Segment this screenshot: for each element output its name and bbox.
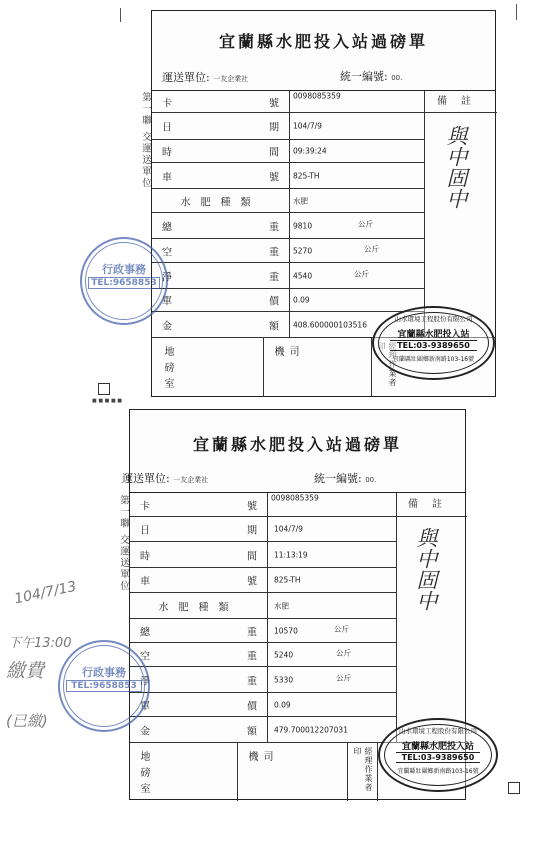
row-card-number: 卡 號 0098085359 bbox=[152, 91, 424, 113]
weigh-station-label: 地磅室 bbox=[162, 346, 173, 394]
price-value: 0.09 bbox=[293, 295, 310, 305]
time-value: 11:13:19 bbox=[274, 550, 308, 559]
shipper-label: 運送單位: 一友企業社 bbox=[162, 71, 249, 84]
unified-number-value: 00. bbox=[391, 74, 403, 82]
row-plate: 車 號 825-TH bbox=[130, 568, 396, 593]
type-value: 水肥 bbox=[274, 601, 289, 610]
driver-cell bbox=[238, 743, 348, 801]
row-net: 淨 重 5330 公斤 bbox=[130, 667, 396, 693]
gross-unit: 公斤 bbox=[358, 219, 373, 229]
weigh-station-cell bbox=[152, 338, 264, 396]
tare-unit: 公斤 bbox=[336, 648, 351, 658]
scan-corner-mark-1 bbox=[98, 383, 110, 395]
gross-unit: 公斤 bbox=[334, 624, 349, 634]
card-number-value: 0098085359 bbox=[293, 91, 341, 101]
row-amount: 金 額 479.700012207031 bbox=[130, 717, 396, 743]
scan-corner-mark-2 bbox=[508, 782, 520, 794]
unified-number-label: 統一編號: 00. bbox=[340, 70, 403, 83]
remarks-header: 備註 bbox=[397, 493, 467, 517]
blue-round-stamp-1: 行政事務 TEL:9658853 bbox=[80, 237, 168, 325]
net-value: 4540 bbox=[293, 271, 313, 280]
row-plate: 車 號 825-TH bbox=[152, 163, 424, 189]
unified-number-label: 統一編號: 00. bbox=[314, 472, 377, 485]
card-number-value: 0098085359 bbox=[271, 493, 319, 503]
row-tare: 空 重 5240 公斤 bbox=[130, 643, 396, 667]
row-card-number: 卡 號 0098085359 bbox=[130, 493, 396, 517]
row-price: 單 價 0.09 bbox=[130, 693, 396, 717]
ticket-title: 宜蘭縣水肥投入站過磅單 bbox=[218, 32, 428, 51]
margin-note-date: 104/7/13 bbox=[13, 578, 78, 608]
remarks-header: 備註 bbox=[425, 91, 497, 113]
row-type: 水肥種類 水肥 bbox=[130, 593, 396, 619]
row-tare: 空 重 5270 公斤 bbox=[152, 239, 424, 263]
net-unit: 公斤 bbox=[354, 269, 369, 279]
gross-value: 9810 bbox=[293, 221, 313, 230]
tare-value: 5270 bbox=[293, 246, 313, 255]
plate-value: 825-TH bbox=[274, 575, 301, 585]
price-value: 0.09 bbox=[274, 700, 291, 709]
copy-label-1: 第一聯 交運送單位 bbox=[140, 92, 151, 190]
weigh-station-cell bbox=[130, 743, 238, 801]
date-value: 104/7/9 bbox=[274, 524, 303, 534]
scan-mark-1: ■ ■ ■ ■ ■ bbox=[92, 398, 122, 404]
margin-note-time: 下午13:00 bbox=[8, 636, 72, 651]
shipper-label: 運送單位: 一友企業社 bbox=[122, 472, 209, 485]
station-oval-stamp-1: 山水環境工程股份有限公司 宜蘭縣水肥投入站 TEL:03-9389650 宜蘭縣壯圍鄉新南路103-16號 bbox=[372, 306, 495, 380]
amount-value: 408.600000103516 bbox=[293, 320, 367, 329]
gross-value: 10570 bbox=[274, 626, 298, 635]
ticket-title: 宜蘭縣水肥投入站過磅單 bbox=[192, 435, 402, 454]
net-unit: 公斤 bbox=[336, 673, 351, 683]
row-date: 日 期 104/7/9 bbox=[152, 113, 424, 140]
row-amount: 金 額 408.600000103516 bbox=[152, 312, 424, 338]
remarks-handwriting: 與中固中 bbox=[414, 527, 438, 611]
row-net: 淨 重 4540 公斤 bbox=[152, 263, 424, 289]
plate-value: 825-TH bbox=[293, 171, 320, 180]
weigh-station-label: 地磅室 bbox=[138, 751, 149, 799]
row-time: 時 間 09:39:24 bbox=[152, 140, 424, 163]
shipper-value: 一友企業社 bbox=[213, 75, 249, 83]
time-value: 09:39:24 bbox=[293, 146, 327, 156]
remarks-handwriting: 與中固中 bbox=[444, 125, 468, 209]
unified-number-value: 00. bbox=[365, 476, 377, 484]
row-type: 水肥種類 水肥 bbox=[152, 189, 424, 213]
row-time: 時 間 11:13:19 bbox=[130, 542, 396, 568]
date-value: 104/7/9 bbox=[293, 121, 322, 131]
driver-label: 司機 bbox=[272, 346, 298, 374]
row-gross: 總 重 9810 公斤 bbox=[152, 213, 424, 239]
binder-mark-top-right bbox=[516, 4, 517, 20]
tare-unit: 公斤 bbox=[364, 244, 379, 254]
copy-label-2: 第一聯 交運送單位 bbox=[118, 495, 129, 593]
margin-note-line3: 繳費 bbox=[6, 660, 45, 682]
shipper-value: 一友企業社 bbox=[173, 476, 209, 484]
remarks-column bbox=[424, 91, 497, 338]
blue-round-stamp-2: 行政事務 TEL:9658853 bbox=[58, 640, 150, 732]
handler-cell bbox=[348, 743, 378, 801]
driver-label: 司機 bbox=[246, 751, 272, 779]
station-oval-stamp-2: 山水環境工程股份有限公司 宜蘭縣水肥投入站 TEL:03-9389650 宜蘭縣壯圍鄉新南路103-16號 bbox=[378, 718, 498, 792]
row-price: 單 價 0.09 bbox=[152, 289, 424, 312]
row-gross: 總 重 10570 公斤 bbox=[130, 619, 396, 643]
margin-note-line4: (已繳) bbox=[6, 712, 48, 730]
net-value: 5330 bbox=[274, 675, 294, 684]
tare-value: 5240 bbox=[274, 650, 294, 659]
handler-label: 經理作業者印 bbox=[377, 342, 397, 387]
remarks-column bbox=[396, 493, 467, 743]
type-value: 水肥 bbox=[293, 196, 308, 205]
binder-mark-top-left bbox=[120, 8, 121, 22]
handler-label: 經理作業者印 bbox=[353, 747, 373, 792]
amount-value: 479.700012207031 bbox=[274, 725, 348, 734]
row-date: 日 期 104/7/9 bbox=[130, 517, 396, 542]
driver-cell bbox=[264, 338, 372, 396]
